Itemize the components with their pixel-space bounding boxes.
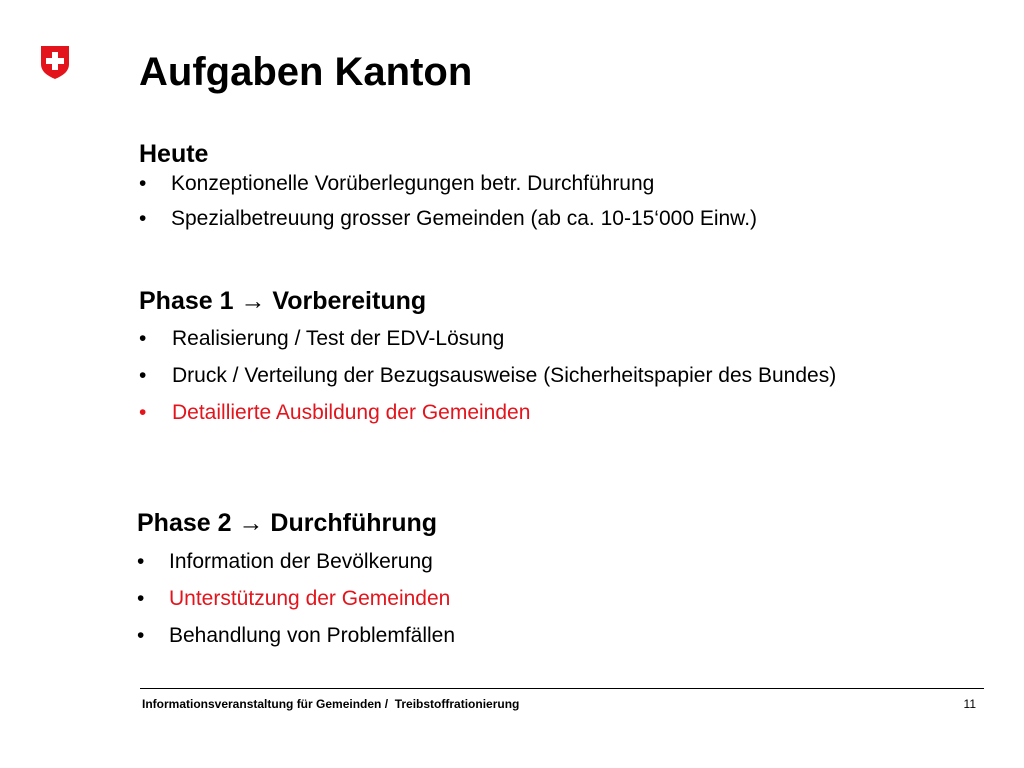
bullet-marker: •	[139, 364, 147, 387]
page-number: 11	[963, 697, 976, 711]
section-phase-1	[139, 285, 899, 425]
bullet-marker: •	[139, 207, 147, 230]
section-heading-phase-1: Phase 1 → Vorbereitung	[139, 287, 427, 315]
bullet-marker: •	[139, 401, 147, 424]
section-phase-2	[137, 507, 897, 648]
section-heute	[139, 138, 959, 231]
bullet-marker: •	[137, 550, 145, 573]
bullet-marker: •	[137, 624, 145, 647]
section-heading-phase-2: Phase 2 → Durchführung	[137, 509, 438, 537]
arrow-right-icon: →	[238, 509, 264, 537]
swiss-cross-logo	[39, 44, 71, 80]
footer-text: Informationsveranstaltung für Gemeinden / Treibstoffrationierung	[142, 697, 520, 711]
bullet-marker: •	[139, 172, 147, 195]
bullet-list-heute	[139, 172, 959, 231]
list-item: • Information der Bevölkerung	[137, 550, 433, 573]
list-item: • Detaillierte Ausbildung der Gemeinden	[139, 401, 531, 424]
list-item: • Konzeptionelle Vorüberlegungen betr. Durchführung	[139, 172, 655, 195]
page-title: Aufgaben Kanton	[139, 50, 473, 94]
bullet-marker: •	[137, 587, 145, 610]
arrow-right-icon: →	[240, 287, 266, 315]
footer-divider	[140, 688, 984, 689]
list-item: • Realisierung / Test der EDV-Lösung	[139, 327, 505, 350]
bullet-list-phase-2	[137, 550, 897, 648]
list-item: • Druck / Verteilung der Bezugsausweise (Sicherheitspapier des Bundes)	[139, 364, 837, 387]
section-heading-heute: Heute	[139, 140, 209, 168]
list-item: • Spezialbetreuung grosser Gemeinden (ab ca. 10-15‘000 Einw.)	[139, 207, 758, 230]
bullet-marker: •	[139, 327, 147, 350]
list-item: • Unterstützung der Gemeinden	[137, 587, 451, 610]
bullet-list-phase-1	[139, 327, 899, 425]
list-item: • Behandlung von Problemfällen	[137, 624, 456, 647]
